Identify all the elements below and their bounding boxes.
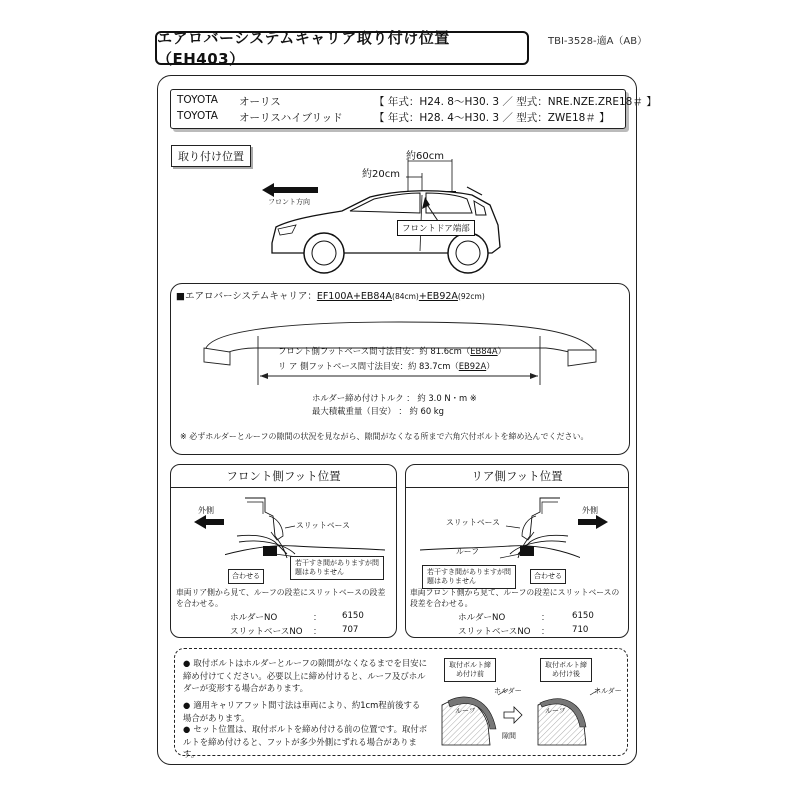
rear-foot-title: リア側フット位置 [406, 465, 628, 488]
vehicle-spec: 【 年式：H28. 4～H30. 3 ／ 型式：ZWE18＃ 】 [374, 112, 610, 124]
rear-match-tag: 合わせる [530, 569, 566, 584]
holder-label-after: ホルダー [594, 687, 622, 695]
rear-roof-label: ルーフ [456, 547, 480, 556]
rear-gap-note: 若干すき間がありますが問題はありません [422, 565, 516, 589]
rear-span-model: EB92A [458, 361, 487, 371]
rear-description: 車両フロント側から見て、ルーフの段差にスリットベースの段差を合わせる。 [410, 588, 620, 608]
vehicle-spec: 【 年式：H24. 8～H30. 3 ／ 型式：NRE.NZE.ZRE18＃ 】 [374, 96, 657, 108]
note-text: セット位置は、取付ボルトを締め付ける前の位置です。取付ボルトを締め付けると、フットが多少外側にずれる場合があります。 [183, 724, 428, 759]
vehicle-info-box [170, 89, 657, 129]
front-span-row [278, 345, 506, 357]
gap-label: 隙間 [502, 732, 516, 740]
roof-label-before: ルーフ [455, 707, 476, 715]
rear-foot-illustration [420, 492, 580, 572]
rear-slit-base-label: スリットベース [446, 518, 500, 527]
front-direction-label: フロント方向 [268, 198, 310, 206]
rear-holder-value: 6150 [572, 611, 594, 621]
front-holder-label: ホルダーNO [230, 613, 278, 623]
vehicle-row [177, 110, 610, 125]
rear-span-close: ） [486, 361, 495, 371]
torque-spec: ホルダー締め付けトルク ： 約 3.0 N・m ※ [312, 393, 477, 403]
rear-outside-label: 外側 [582, 506, 598, 515]
front-span-label: フロント側フットベース間寸法目安：約 81.6cm（ [278, 346, 471, 356]
front-slit-base-label: スリットベース [296, 521, 350, 530]
caution-text: ※ 必ずホルダーとルーフの隙間の状況を見ながら、隙間がなくなる所まで六角穴付ボルトを締め込んでください。 [180, 432, 589, 441]
front-door-edge-label: フロントドア端部 [397, 220, 475, 236]
front-slit-colon: ： [313, 627, 322, 637]
front-foot-title: フロント側フット位置 [171, 465, 396, 488]
rear-slit-colon: ： [541, 627, 550, 637]
bullet-icon: ● [183, 658, 191, 668]
rear-holder-colon: ： [541, 613, 550, 623]
carrier-size-1: (84cm) [392, 292, 419, 301]
rear-span-row [278, 360, 495, 372]
rear-span-label: リ ア 側フットベース間寸法目安：約 83.7cm（ [278, 361, 459, 371]
front-span-close: ） [497, 346, 507, 356]
front-holder-colon: ： [313, 613, 322, 623]
front-slit-value: 707 [342, 625, 359, 635]
vehicle-model: オーリス [239, 96, 281, 108]
front-outside-label: 外側 [198, 506, 214, 515]
max-load-spec: 最大積載重量（目安） ： 約 60 kg [312, 406, 444, 416]
bullet-icon: ● [183, 724, 191, 734]
mount-position-label: 取り付け位置 [171, 145, 251, 167]
carrier-size-2: (92cm) [457, 292, 485, 301]
holder-gap-illustration [440, 685, 620, 747]
before-tightening-tag: 取付ボルト締め付け前 [444, 658, 496, 682]
bullet-icon: ● [183, 700, 191, 710]
note-item [183, 657, 428, 695]
rear-slit-label: スリットベースNO [458, 627, 531, 637]
document-id: TBI-3528-適A（AB） [548, 36, 648, 47]
front-gap-note: 若干すき間がありますが問題はありません [290, 556, 384, 580]
vehicle-model: オーリスハイブリッド [239, 112, 343, 124]
dimension-60cm: 約60cm [406, 151, 444, 162]
carrier-model-1: EF100A+EB84A [316, 291, 393, 302]
note-item [183, 723, 428, 761]
carrier-heading [176, 288, 485, 302]
note-text: 適用キャリアフット間寸法は車両により、約1cm程前後する場合があります。 [183, 700, 421, 723]
front-match-tag: 合わせる [228, 569, 264, 584]
dimension-20cm: 約20cm [362, 169, 400, 180]
note-item [183, 699, 428, 724]
left-arrow-icon [194, 515, 226, 529]
front-holder-value: 6150 [342, 611, 364, 621]
carrier-heading-prefix: ■エアロバーシステムキャリア： [176, 291, 317, 302]
carrier-model-2: +EB92A [418, 291, 458, 302]
vehicle-make: TOYOTA [177, 110, 218, 122]
rear-slit-value: 710 [572, 625, 589, 635]
holder-label-before: ホルダー [494, 687, 522, 695]
rear-holder-label: ホルダーNO [458, 613, 506, 623]
right-arrow-icon [576, 515, 608, 529]
note-text: 取付ボルトはホルダーとルーフの隙間がなくなるまでを目安に締め付けてください。必要以上に締め付けると、ルーフ及びホルダーが変形する場合があります。 [183, 658, 428, 693]
document-title: エアロバーシステムキャリア取り付け位置（EH403） [155, 31, 529, 65]
after-tightening-tag: 取付ボルト締め付け後 [540, 658, 592, 682]
front-slit-label: スリットベースNO [230, 627, 303, 637]
vehicle-make: TOYOTA [177, 94, 218, 106]
vehicle-row [177, 94, 657, 109]
front-description: 車両リア側から見て、ルーフの段差にスリットベースの段差を合わせる。 [176, 588, 386, 608]
front-span-model: EB84A [470, 346, 498, 356]
roof-label-after: ルーフ [545, 707, 566, 715]
